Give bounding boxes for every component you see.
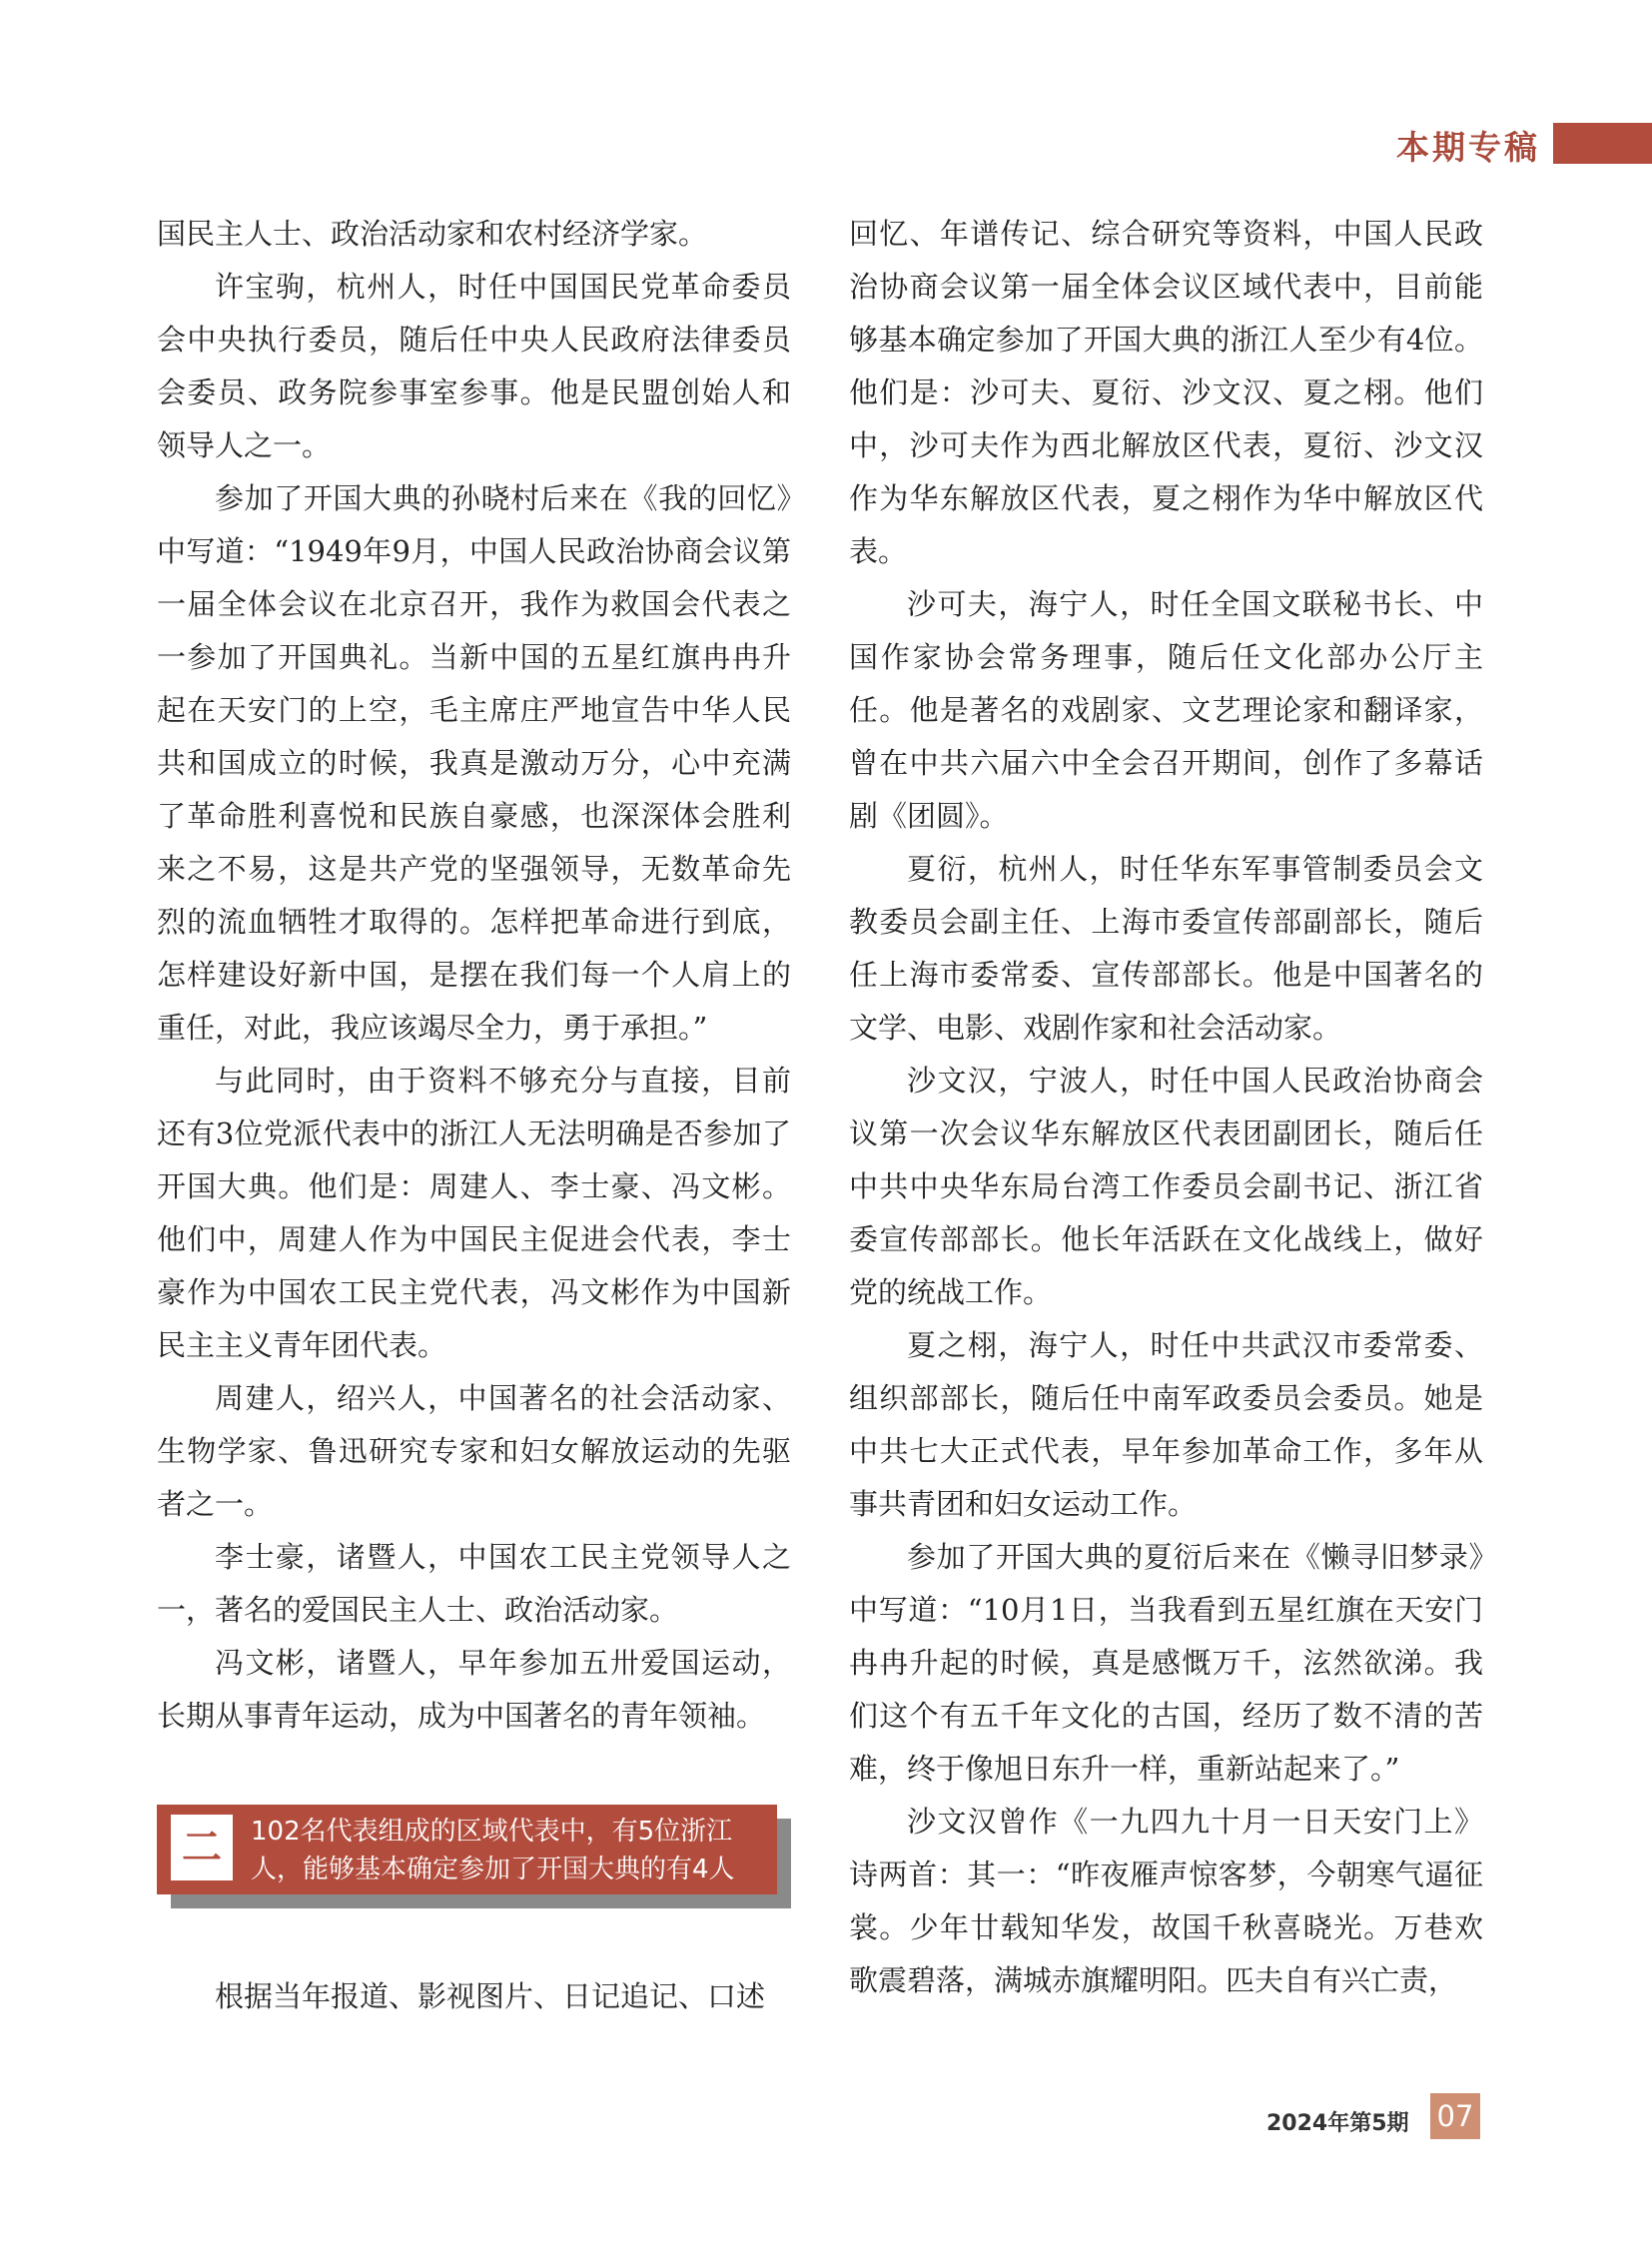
column-title: 本期专稿 — [1396, 128, 1540, 167]
paragraph: 根据当年报道、影视图片、日记追记、口述 — [215, 1979, 766, 2013]
left-column — [157, 208, 791, 2023]
paragraph: 参加了开国大典的夏衍后来在《懒寻旧梦录》中写道：“10月1日，当我看到五星红旗在天安门冉冉升起的时候，真是感慨万千，泫然欲涕。我们这个有五千年文化的古国，经历了数不清的苦难，终于像旭日东升一样，重新站起来了。” — [849, 1540, 1483, 1786]
paragraph: 回忆、年谱传记、综合研究等资料，中国人民政治协商会议第一届全体会议区域代表中，目前能够基本确定参加了开国大典的浙江人至少有4位。他们是：沙可夫、夏衍、沙文汉、夏之栩。他们中，沙可夫作为西北解放区代表，夏衍、沙文汉作为华东解放区代表，夏之栩作为华中解放区代表。 — [849, 217, 1483, 568]
right-column — [849, 208, 1483, 2007]
paragraph: 李士豪，诸暨人，中国农工民主党领导人之一，著名的爱国民主人士、政治活动家。 — [157, 1540, 791, 1627]
paragraph: 沙文汉曾作《一九四九十月一日天安门上》诗两首：其一：“昨夜雁声惊客梦，今朝寒气逼征裳。少年廿载知华发，故国千秋喜晓光。万巷欢歌震碧落，满城赤旗耀明阳。匹夫自有兴亡责， — [849, 1805, 1483, 1997]
section-number: 二 — [171, 1815, 233, 1880]
paragraph: 冯文彬，诸暨人，早年参加五卅爱国运动，长期从事青年运动，成为中国著名的青年领袖。 — [157, 1646, 791, 1733]
section-heading-banner — [157, 1805, 777, 1894]
header-accent-bar — [1553, 123, 1652, 164]
issue-label: 2024年第5期 — [1266, 2111, 1409, 2136]
paragraph: 国民主人士、政治活动家和农村经济学家。 — [157, 217, 708, 251]
paragraph: 与此同时，由于资料不够充分与直接，目前还有3位党派代表中的浙江人无法明确是否参加了开国大典。他们是：周建人、李士豪、冯文彬。他们中，周建人作为中国民主促进会代表，李士豪作为中国农工民主党代表，冯文彬作为中国新民主主义青年团代表。 — [157, 1064, 791, 1362]
page-number: 07 — [1430, 2093, 1480, 2139]
paragraph: 周建人，绍兴人，中国著名的社会活动家、生物学家、鲁迅研究专家和妇女解放运动的先驱者之一。 — [157, 1381, 791, 1521]
section-title: 102名代表组成的区域代表中，有5位浙江人，能够基本确定参加了开国大典的有4人 — [251, 1817, 735, 1884]
paragraph: 沙可夫，海宁人，时任全国文联秘书长、中国作家协会常务理事，随后任文化部办公厅主任。他是著名的戏剧家、文艺理论家和翻译家，曾在中共六届六中全会召开期间，创作了多幕话剧《团圆》。 — [849, 587, 1483, 833]
paragraph: 夏之栩，海宁人，时任中共武汉市委常委、组织部部长，随后任中南军政委员会委员。她是中共七大正式代表，早年参加革命工作，多年从事共青团和妇女运动工作。 — [849, 1328, 1483, 1521]
paragraph: 许宝驹，杭州人，时任中国国民党革命委员会中央执行委员，随后任中央人民政府法律委员会委员、政务院参事室参事。他是民盟创始人和领导人之一。 — [157, 270, 791, 462]
paragraph: 参加了开国大典的孙晓村后来在《我的回忆》中写道：“1949年9月，中国人民政治协商会议第一届全体会议在北京召开，我作为救国会代表之一参加了开国典礼。当新中国的五星红旗冉冉升起在天安门的上空，毛主席庄严地宣告中华人民共和国成立的时候，我真是激动万分，心中充满了革命胜利喜悦和民族自豪感，也深深体会胜利来之不易，这是共产党的坚强领导，无数革命先烈的流血牺牲才取得的。怎样把革命进行到底，怎样建设好新中国，是摆在我们每一个人肩上的重任，对此，我应该竭尽全力，勇于承担。” — [157, 481, 791, 1045]
paragraph: 沙文汉，宁波人，时任中国人民政治协商会议第一次会议华东解放区代表团副团长，随后任中共中央华东局台湾工作委员会副书记、浙江省委宣传部部长。他长年活跃在文化战线上，做好党的统战工作。 — [849, 1064, 1483, 1309]
paragraph: 夏衍，杭州人，时任华东军事管制委员会文教委员会副主任、上海市委宣传部副部长，随后任上海市委常委、宣传部部长。他是中国著名的文学、电影、戏剧作家和社会活动家。 — [849, 852, 1483, 1045]
section-heading — [157, 1805, 791, 1906]
